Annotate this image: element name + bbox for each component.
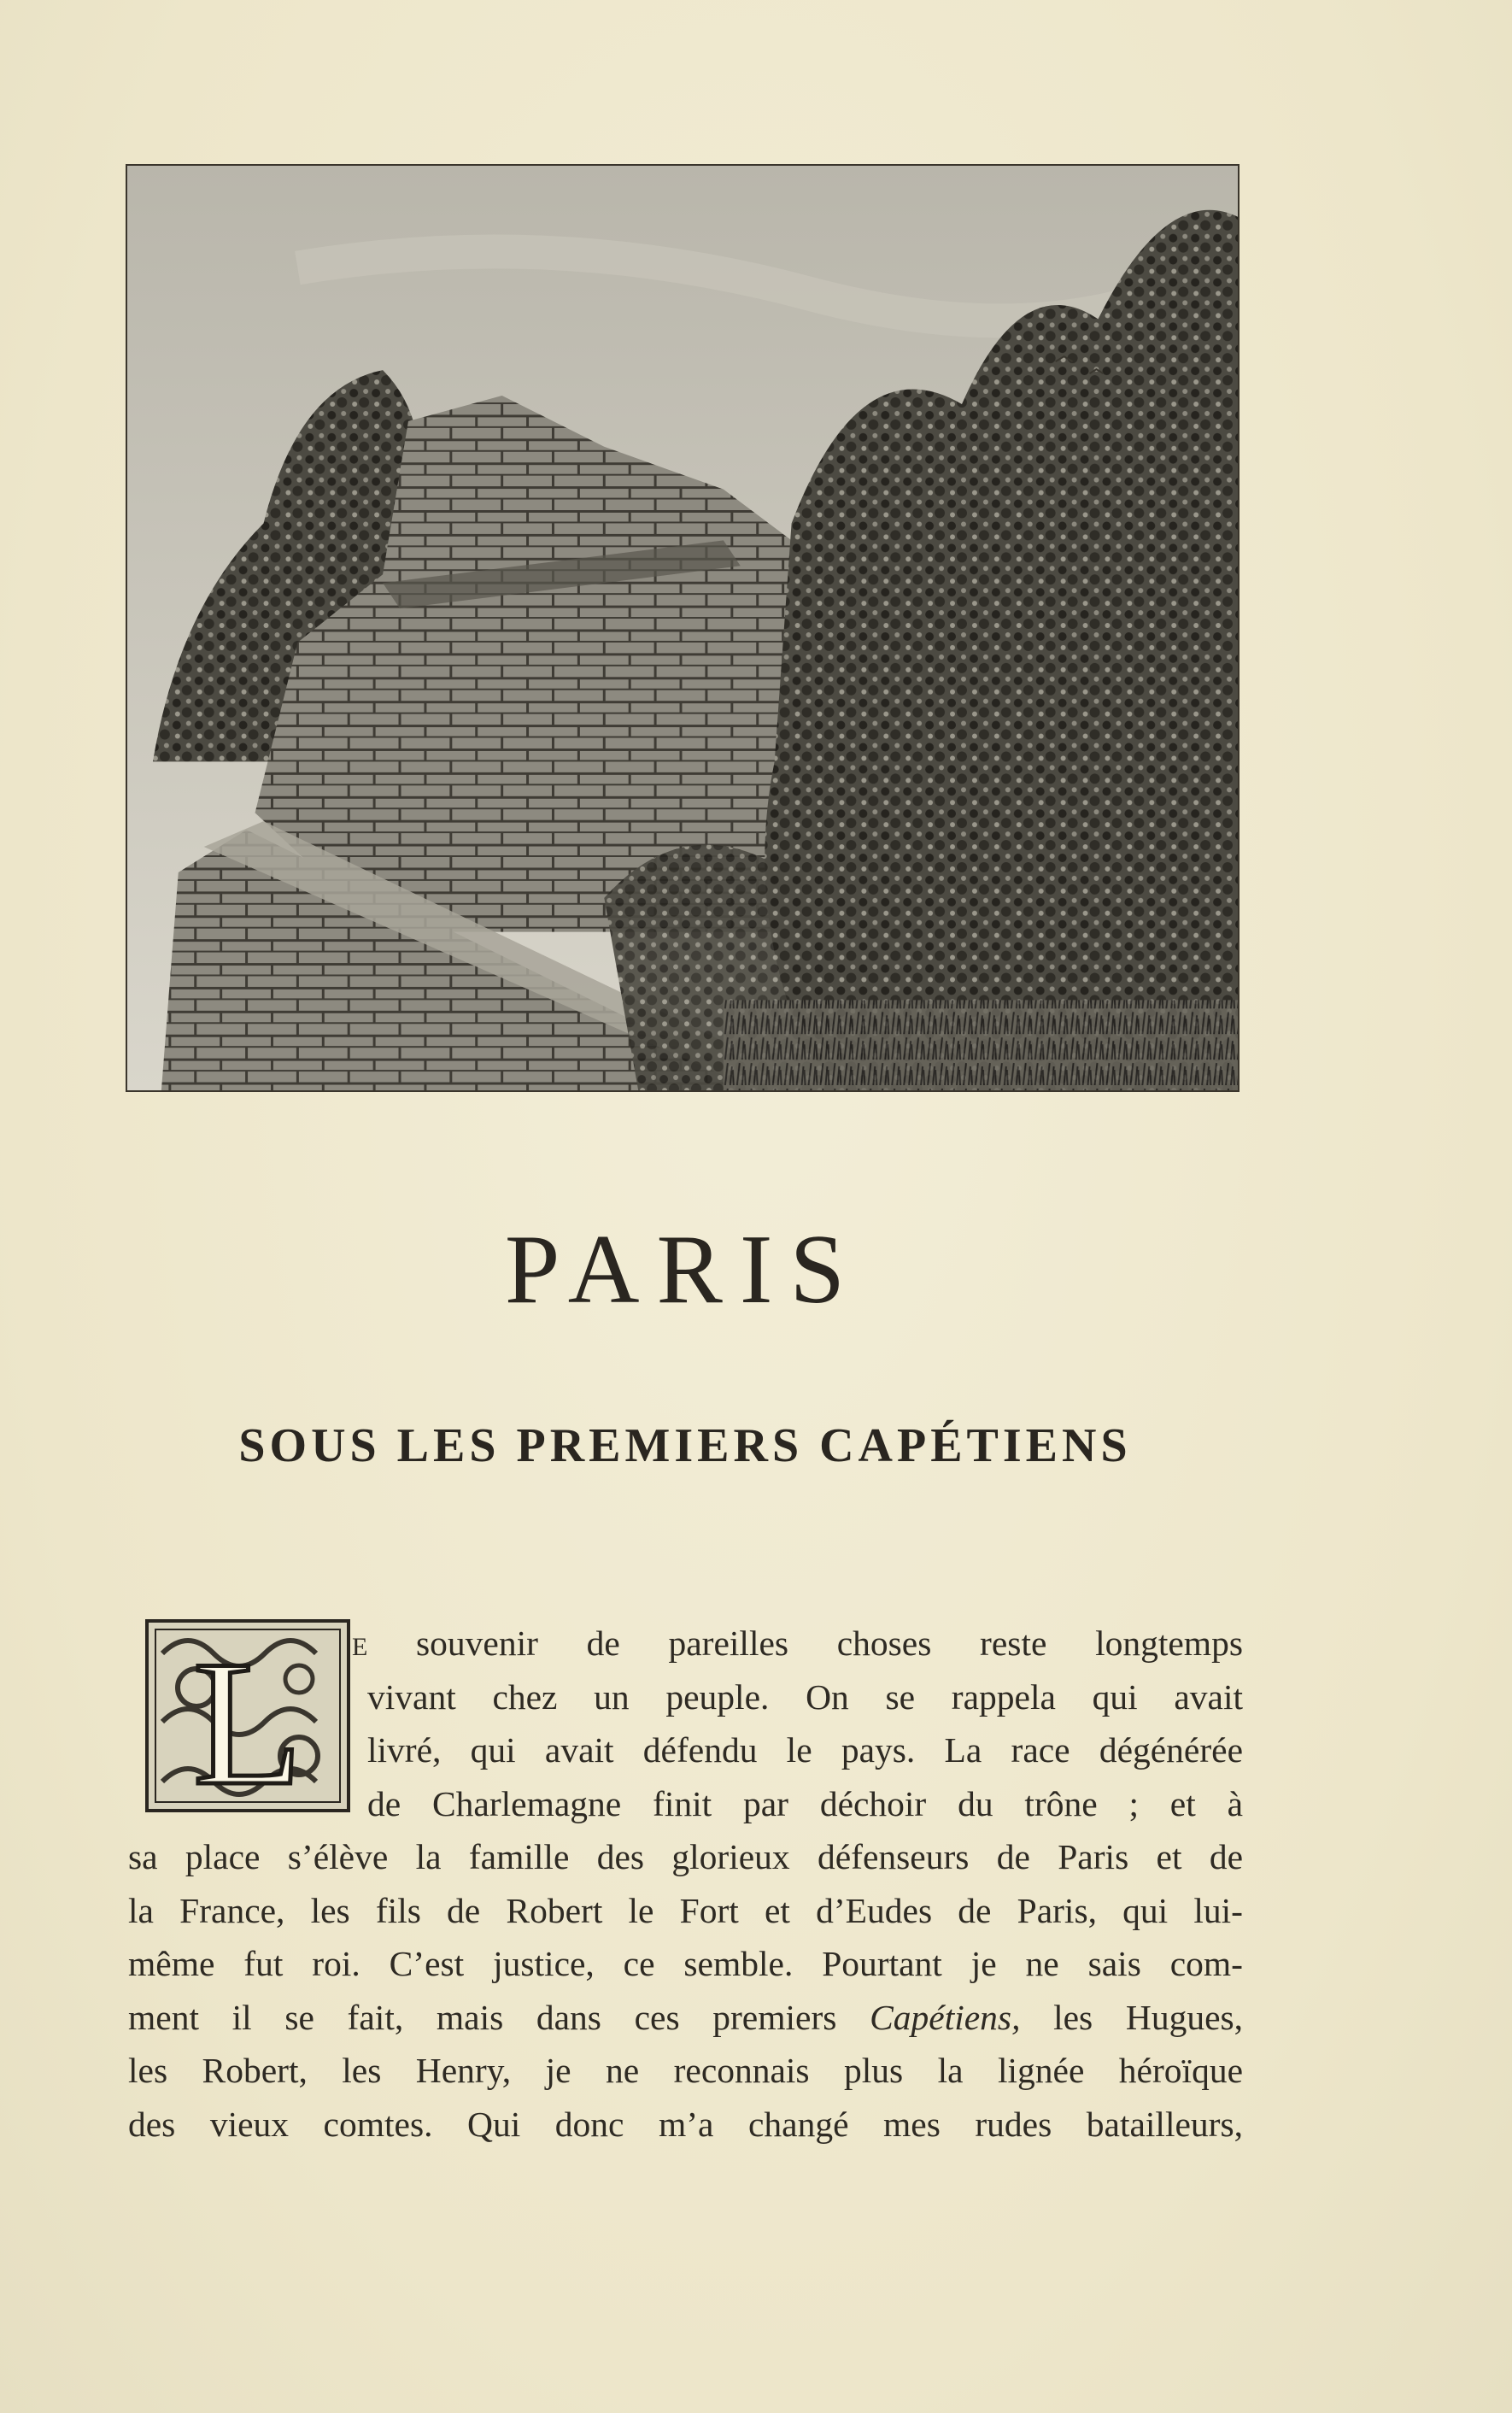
text-line: la France, les fils de Robert le Fort et d’Eudes de Paris, qui lui- [128, 1890, 1243, 1930]
ruined-wall-engraving [126, 164, 1239, 1092]
text-line: même fut roi. C’est justice, ce semble. Pourtant je ne sais com- [128, 1944, 1243, 1983]
text-line: vivant chez un peuple. On se rappela qui avait [367, 1676, 1243, 1717]
text-line: livré, qui avait défendu le pays. La race dégénérée [367, 1730, 1243, 1770]
text-line: E souvenir de pareilles choses reste longtemps [352, 1623, 1243, 1663]
engraving-illustration [127, 166, 1238, 1090]
drop-cap-letter: L [192, 1624, 303, 1812]
chapter-subtitle: SOUS LES PREMIERS CAPÉTIENS [238, 1419, 1132, 1472]
chapter-title: PARIS [504, 1215, 863, 1324]
italic-term: Capétiens, [870, 1997, 1021, 2037]
text-line: ment il se fait, mais dans ces premiers Capétiens, les Hugues, [128, 1997, 1244, 2037]
text-line: les Robert, les Henry, je ne reconnais plus la lignée héroïque [128, 2051, 1243, 2090]
text-line: sa place s’élève la famille des glorieux défenseurs de Paris et de [128, 1837, 1243, 1876]
text-line: des vieux comtes. Qui donc m’a changé mes rudes batailleurs, [128, 2104, 1243, 2144]
body-paragraph [128, 1617, 1243, 2151]
text-line: de Charlemagne finit par déchoir du trône ; et à [367, 1783, 1243, 1823]
